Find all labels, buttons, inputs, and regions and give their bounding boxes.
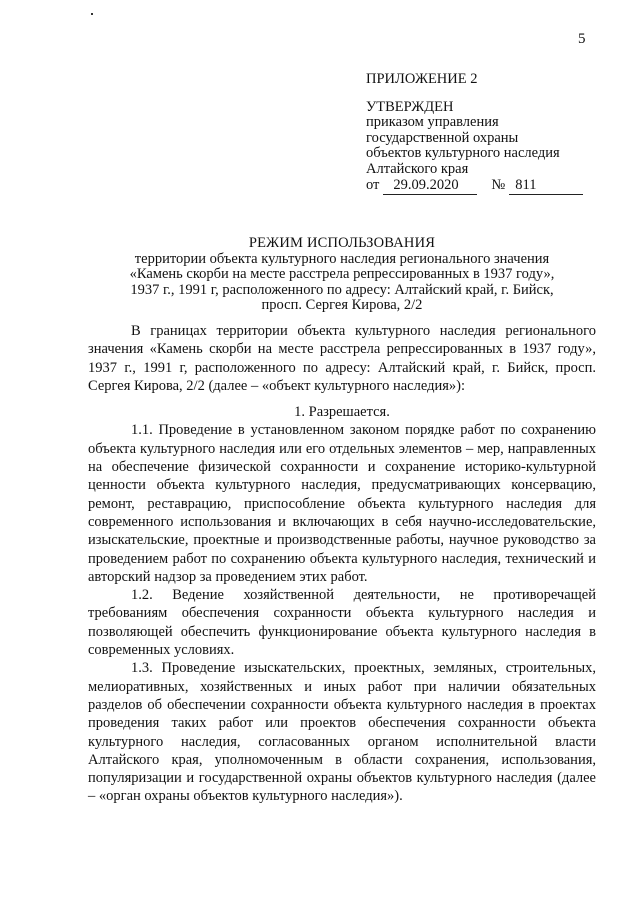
number-sign: №: [491, 177, 506, 193]
item-paragraph: 1.2. Ведение хозяйственной деятельности, не противоречащей требованиям обеспечения сохранности объекта культурного наследия и позволяющей обеспечить функционирование объекта культурного наследия в современных условиях.: [88, 587, 596, 659]
approval-line: государственной охраны: [366, 129, 519, 146]
approval-block: [366, 72, 606, 195]
order-date-line: [366, 178, 606, 195]
title-line: территории объекта культурного наследия регионального значения: [134, 250, 550, 267]
intro-paragraph: В границах территории объекта культурного наследия регионального значения «Камень скорби на месте расстрела репрессированных в 1937 году», 1937 г., 1991 г, расположенного по адресу: Алтайский край, г. Бийск, просп. Сергея Кирова, 2/2 (далее – «объект культурного наследия»):: [88, 323, 596, 394]
from-label: от: [366, 177, 380, 193]
item-paragraph: 1.3. Проведение изыскательских, проектных, земляных, строительных, мелиоративных, хозяйственных и иных работ при наличии обязательных разделов об обеспечении сохранности объекта культурного наследия в проектах проведения таких работ или проектов обеспечения сохранности объекта культурного наследия, согласованных органом исполнительной власти Алтайского края, уполномоченным в области сохранения, использования, популяризации и государственной охраны объектов культурного наследия (далее – «орган охраны объектов культурного наследия»).: [88, 660, 596, 805]
document-title: [88, 236, 596, 314]
section-heading: 1. Разрешается.: [294, 404, 390, 421]
title-heading: РЕЖИМ ИСПОЛЬЗОВАНИЯ: [248, 235, 436, 251]
approval-line: объектов культурного наследия: [366, 145, 560, 161]
title-line: 1937 г., 1991 г, расположенного по адресу: Алтайский край, г. Бийск,: [130, 281, 554, 298]
title-line: «Камень скорби на месте расстрела репрессированных в 1937 году»,: [129, 266, 555, 282]
approved-label: УТВЕРЖДЕН: [366, 98, 454, 115]
title-line: просп. Сергея Кирова, 2/2: [261, 297, 423, 313]
item-paragraph: 1.1. Проведение в установленном законом порядке работ по сохранению объекта культурного наследия или его отдельных элементов – мер, направленных на обеспечение физической сохранности и сохранение историко-культурной ценности объекта культурного наследия, предусматривающих консервацию, ремонт, реставрацию, приспособление объекта культурного наследия для современного использования и включающих в себя научно-исследовательские, изыскательские, проектные и производственные работы, научное руководство за проведением работ по сохранению объекта культурного наследия, технический и авторский надзор за проведением этих работ.: [88, 422, 596, 585]
page-number: 5: [578, 31, 586, 47]
approval-line: приказом управления: [366, 114, 499, 130]
scan-dot: [91, 13, 93, 15]
approval-line: Алтайского края: [366, 160, 469, 177]
document-body: [88, 322, 596, 806]
order-date: 29.09.2020: [383, 178, 477, 195]
order-number: 811: [509, 178, 583, 195]
appendix-label: ПРИЛОЖЕНИЕ 2: [366, 71, 478, 87]
